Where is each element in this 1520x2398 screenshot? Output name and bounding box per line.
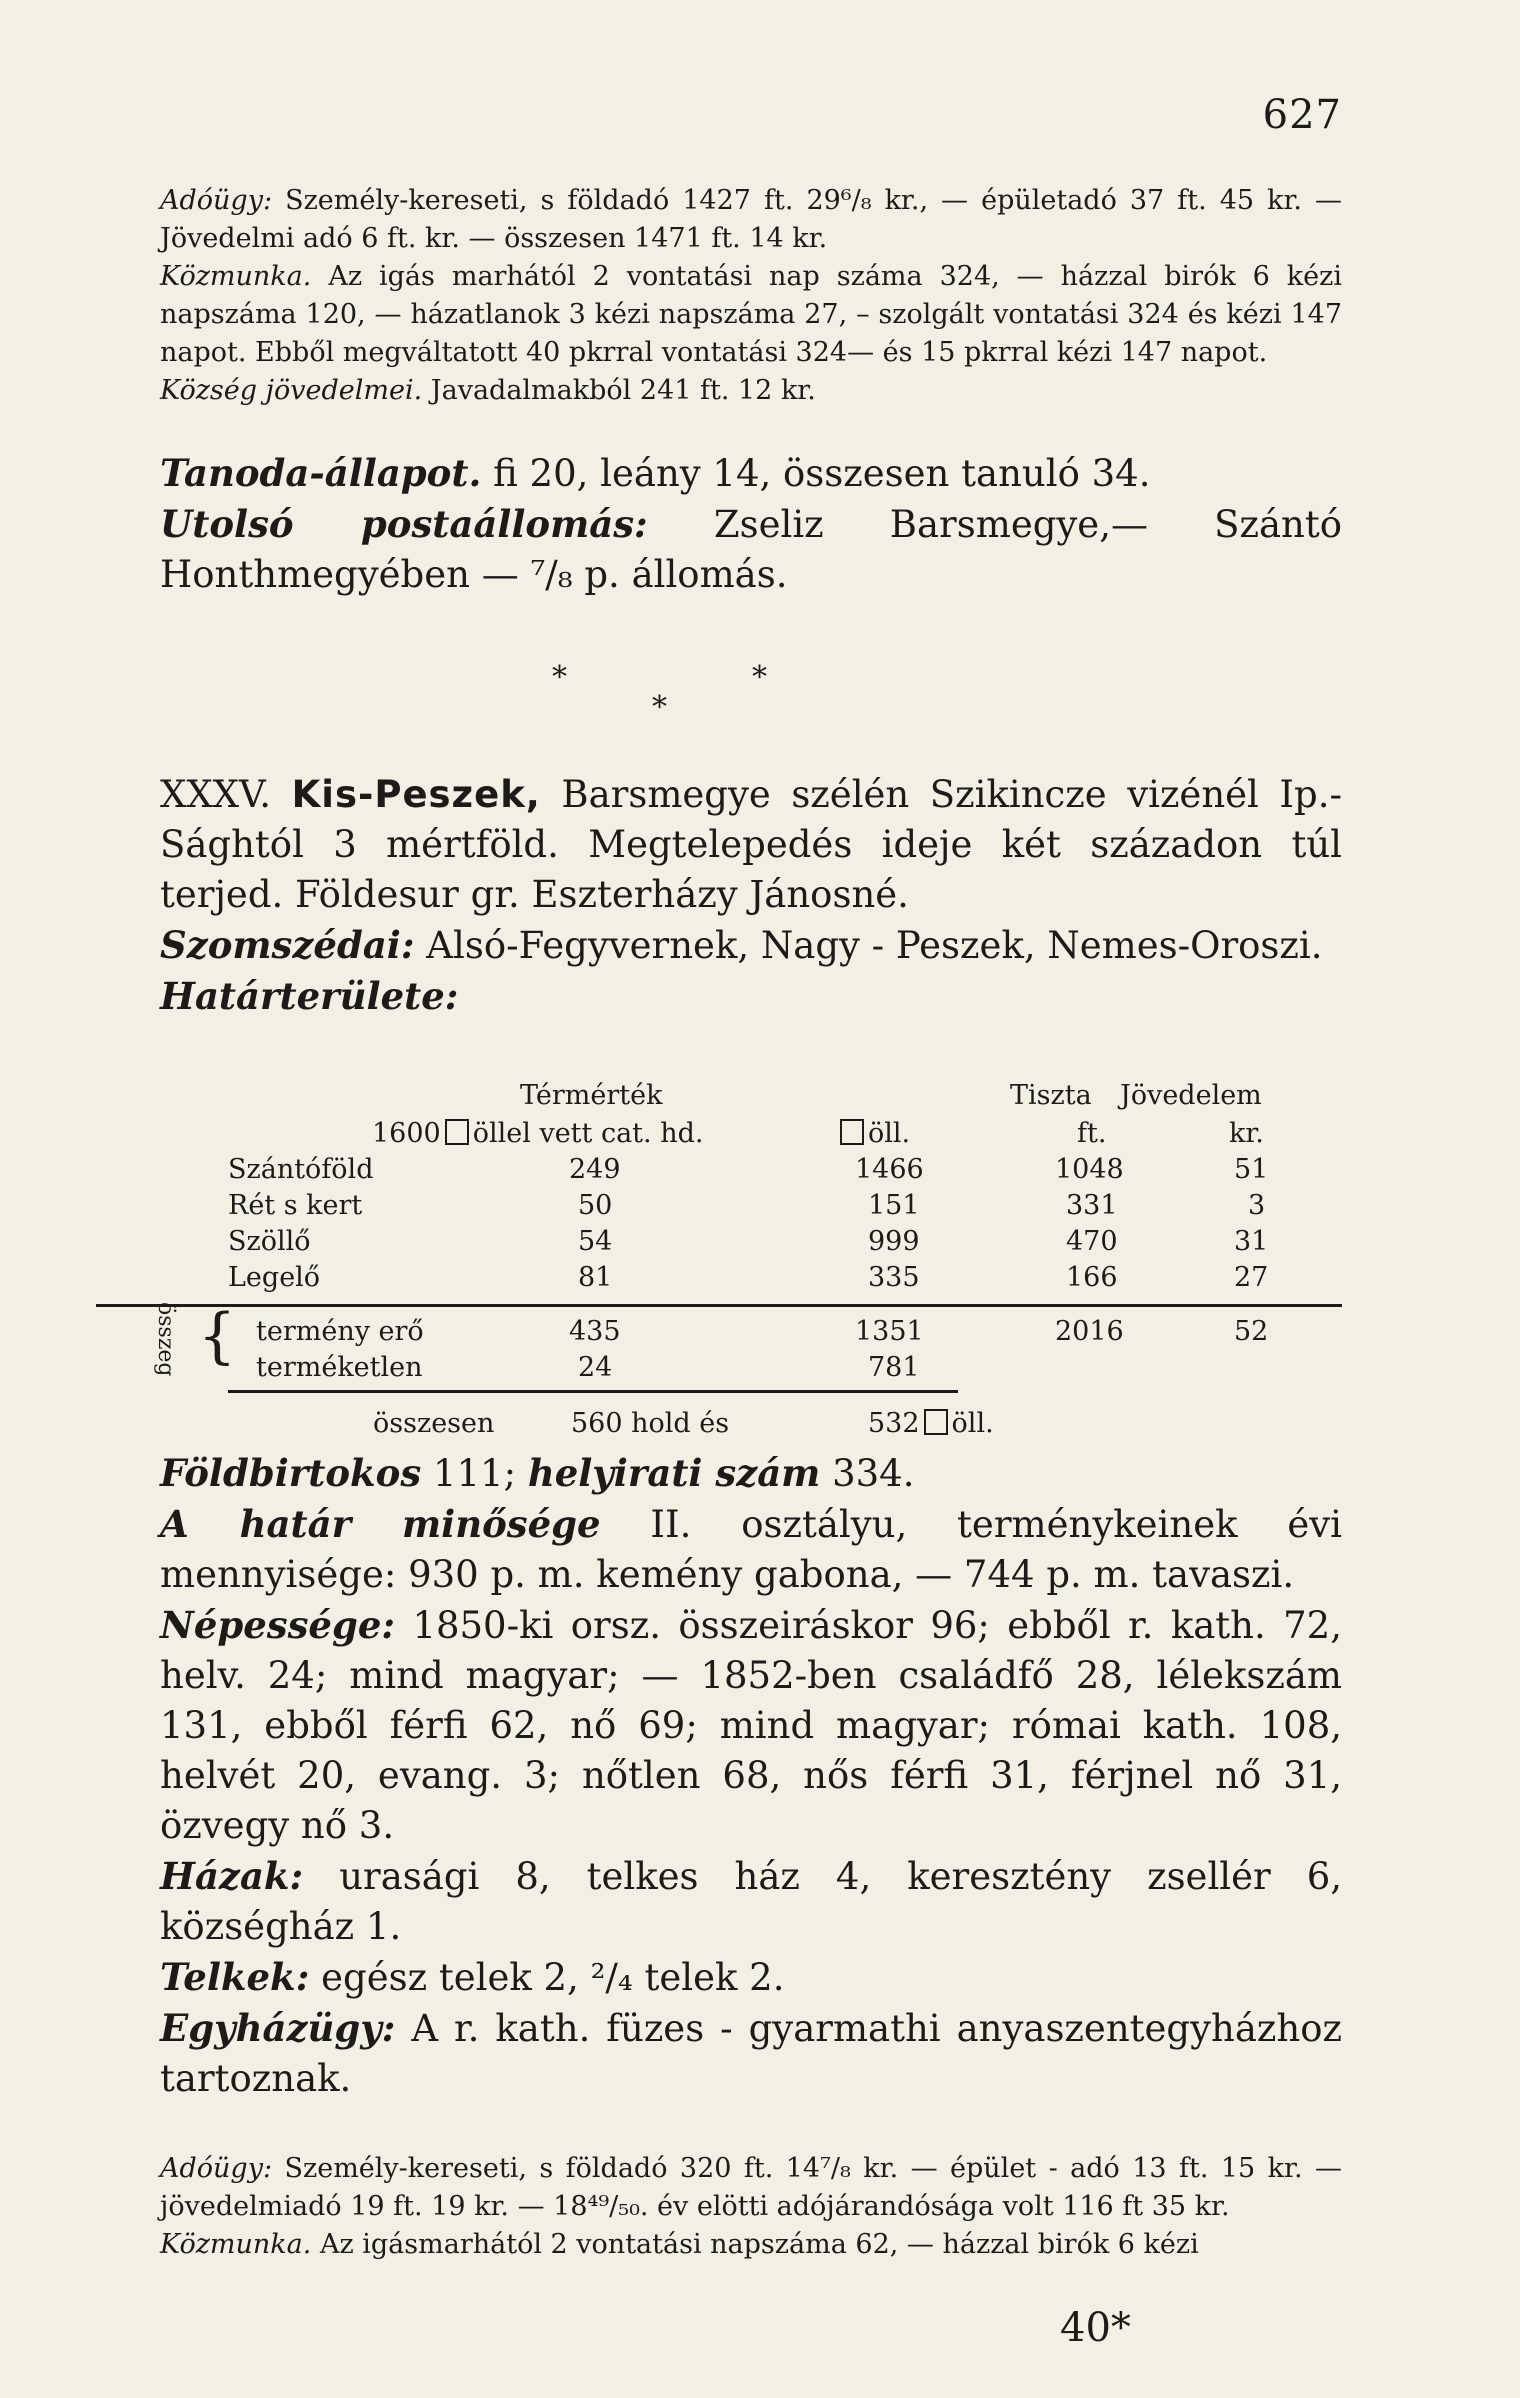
square-symbol-icon [840, 1119, 864, 1145]
table-row [160, 1190, 1342, 1224]
header-kr: kr. [1229, 1118, 1264, 1149]
total-oll-unit: öll. [951, 1408, 994, 1439]
para-lead-2: helyirati szám [527, 1451, 821, 1495]
territory-heading [160, 971, 1342, 1022]
row-label: Szántóföld [228, 1154, 374, 1185]
territory-lead: Határterülete: [160, 974, 459, 1018]
para-lead: Népessége: [160, 1603, 396, 1647]
row-label: Legelő [228, 1262, 321, 1293]
paragraph-nepesseg [160, 1600, 1342, 1851]
neighbors-lead: Szomszédai: [160, 923, 415, 967]
table-row [160, 1352, 1342, 1386]
row-ft: 331 [1066, 1190, 1118, 1221]
entry-number: XXXV. [160, 773, 272, 816]
row-kr: 27 [1234, 1262, 1269, 1293]
signature-mark: 40* [1060, 2305, 1131, 2351]
note-text: Az igás marhától 2 vontatási nap száma 324, — házzal birók 6 kézi napszáma 120, — házatlanok 3 kézi napszáma 27, – szolgált vontatási 324 és kézi 147 napot. Ebből megváltatott 40 pkrral vontatási 324— és 15 pkrral kézi 147 napot. [160, 261, 1342, 368]
row-ft: 166 [1066, 1262, 1118, 1293]
note-adougy [160, 182, 1342, 258]
row-kr: 3 [1248, 1190, 1266, 1221]
note-kozmunka [160, 258, 1342, 372]
table-rule-top [96, 1304, 1342, 1307]
row-label: termény erő [256, 1316, 424, 1347]
table-header-1 [160, 1080, 1342, 1114]
header-jovedelem: Jövedelem [1120, 1080, 1262, 1111]
bottom-notes [160, 2150, 1342, 2264]
note-lead: Adóügy: [160, 2153, 273, 2184]
row-hold: 249 [569, 1154, 621, 1185]
entry-text: Barsmegye szélén Szikincze vizénél Ip.-Sághtól 3 mértföld. Megtelepedés ideje két századon túl terjed. Földesur gr. Eszterházy Jánosné. [160, 773, 1342, 916]
school-post-section [160, 448, 1342, 600]
brace-symbol: { [198, 1301, 237, 1371]
para-lead: A határ minősége [160, 1502, 601, 1546]
para-lead: Telkek: [160, 1955, 310, 1999]
posta-text: Zseliz Barsmegye,— Szántó Honthmegyében — ⁷/₈ p. állomás. [160, 503, 1342, 596]
para-text: urasági 8, telkes ház 4, keresztény zsellér 6, községház 1. [160, 1855, 1342, 1948]
header-olel: öllel vett cat. hd. [472, 1118, 704, 1149]
para-text: II. osztályu, terménykeinek évi mennyisége: 930 p. m. kemény gabona, — 744 p. m. tavaszi. [160, 1503, 1342, 1596]
side-label-osszeg: összeg [153, 1302, 178, 1377]
header-tiszta: Tiszta [1010, 1080, 1092, 1111]
note-text: Személy-kereseti, s földadó 1427 ft. 29⁶/₈ kr., — épületadó 37 ft. 45 kr. — Jövedelmi adó 6 ft. kr. — összesen 1471 ft. 14 kr. [160, 185, 1342, 254]
note-text: Személy-kereseti, s földadó 320 ft. 14⁷/₈ kr. — épület - adó 13 ft. 15 kr. — jövedelmiadó 19 ft. 19 kr. — 18⁴⁹/₅₀. év elötti adójárandósága volt 116 ft 35 kr. [160, 2153, 1342, 2222]
page-number: 627 [1262, 92, 1342, 138]
row-hold: 50 [578, 1190, 613, 1221]
entry-name: Kis-Peszek, [291, 773, 541, 816]
total-hold: 560 hold és [571, 1408, 730, 1439]
main-text [160, 1448, 1342, 2104]
tanoda-text: fi 20, leány 14, összesen tanuló 34. [481, 452, 1151, 495]
total-oll [868, 1408, 994, 1439]
para-lead: Földbirtokos [160, 1451, 422, 1495]
row-ft: 1048 [1055, 1154, 1124, 1185]
paragraph-hatar [160, 1499, 1342, 1600]
entry-intro [160, 770, 1342, 920]
para-text: 1850-ki orsz. összeiráskor 96; ebből r. kath. 72, helv. 24; mind magyar; — 1852-ben családfő 28, lélekszám 131, ebből férfi 62, nő 69; mind magyar; római kath. 108, helvét 20, evang. 3; nőtlen 68, nős férfi 31, férjnel nő 31, özvegy nő 3. [160, 1604, 1342, 1847]
note-lead: Község jövedelmei. [160, 375, 423, 406]
row-oll: 151 [868, 1190, 920, 1221]
note-text: Javadalmakból 241 ft. 12 kr. [422, 375, 816, 406]
table-row [160, 1316, 1342, 1350]
paragraph-foldbirtokos [160, 1448, 1342, 1499]
neighbors-text: Alsó-Fegyvernek, Nagy - Peszek, Nemes-Oroszi. [414, 924, 1323, 967]
table-row [160, 1154, 1342, 1188]
row-label: terméketlen [256, 1352, 423, 1383]
para-lead: Házak: [160, 1854, 304, 1898]
row-hold: 54 [578, 1226, 613, 1257]
header-oll-text: öll. [868, 1118, 911, 1149]
row-label: Rét s kert [228, 1190, 363, 1221]
header-oll [836, 1118, 910, 1149]
paragraph-egyhazugy [160, 2003, 1342, 2104]
table-rule-sum [228, 1390, 958, 1393]
total-oll-number: 532 [868, 1408, 920, 1439]
neighbors-line [160, 920, 1342, 971]
row-kr: 31 [1234, 1226, 1269, 1257]
table-row [160, 1226, 1342, 1260]
paragraph-telkek [160, 1952, 1342, 2003]
row-hold: 24 [578, 1352, 613, 1383]
header-termertek: Térmérték [520, 1080, 663, 1111]
row-oll: 1351 [855, 1316, 924, 1347]
row-hold: 81 [578, 1262, 613, 1293]
row-label: Szöllő [228, 1226, 311, 1257]
row-hold: 435 [569, 1316, 621, 1347]
square-symbol-icon [445, 1119, 469, 1145]
row-oll: 335 [868, 1262, 920, 1293]
separator-stars [0, 650, 1520, 730]
row-oll: 1466 [855, 1154, 924, 1185]
total-label: összesen [373, 1408, 495, 1439]
tanoda-line [160, 448, 1342, 499]
entry-section [160, 770, 1342, 1022]
row-ft: 2016 [1055, 1316, 1124, 1347]
square-symbol-icon [924, 1409, 948, 1435]
para-text: A r. kath. füzes - gyarmathi anyaszentegyházhoz tartoznak. [160, 2007, 1342, 2100]
header-1600 [372, 1118, 703, 1149]
row-kr: 51 [1234, 1154, 1269, 1185]
note-lead: Közmunka. [160, 2229, 312, 2260]
star: * [752, 660, 767, 695]
star: * [652, 690, 667, 725]
note-text: Az igásmarhától 2 vontatási napszáma 62, — házzal birók 6 kézi [311, 2229, 1199, 2260]
note-lead: Adóügy: [160, 185, 273, 216]
table-header-2 [160, 1118, 1342, 1152]
top-notes [160, 182, 1342, 410]
tanoda-lead: Tanoda-állapot. [160, 451, 482, 495]
note-adougy-bottom [160, 2150, 1342, 2226]
row-oll: 999 [868, 1226, 920, 1257]
para-text: 111; [421, 1452, 528, 1495]
para-lead: Egyházügy: [160, 2006, 396, 2050]
table-row-total [160, 1408, 1342, 1442]
paragraph-hazak [160, 1851, 1342, 1952]
note-kozmunka-bottom [160, 2226, 1342, 2264]
row-ft: 470 [1066, 1226, 1118, 1257]
note-lead: Közmunka. [160, 261, 312, 292]
table-row [160, 1262, 1342, 1296]
para-text-2: 334. [820, 1452, 915, 1495]
header-1600-number: 1600 [372, 1118, 441, 1149]
row-oll: 781 [868, 1352, 920, 1383]
note-kozseg [160, 372, 1342, 410]
row-kr: 52 [1234, 1316, 1269, 1347]
star: * [552, 660, 567, 695]
para-text: egész telek 2, ²/₄ telek 2. [309, 1956, 785, 1999]
posta-lead: Utolsó postaállomás: [160, 502, 648, 546]
posta-line [160, 499, 1342, 600]
header-ft: ft. [1077, 1118, 1107, 1149]
